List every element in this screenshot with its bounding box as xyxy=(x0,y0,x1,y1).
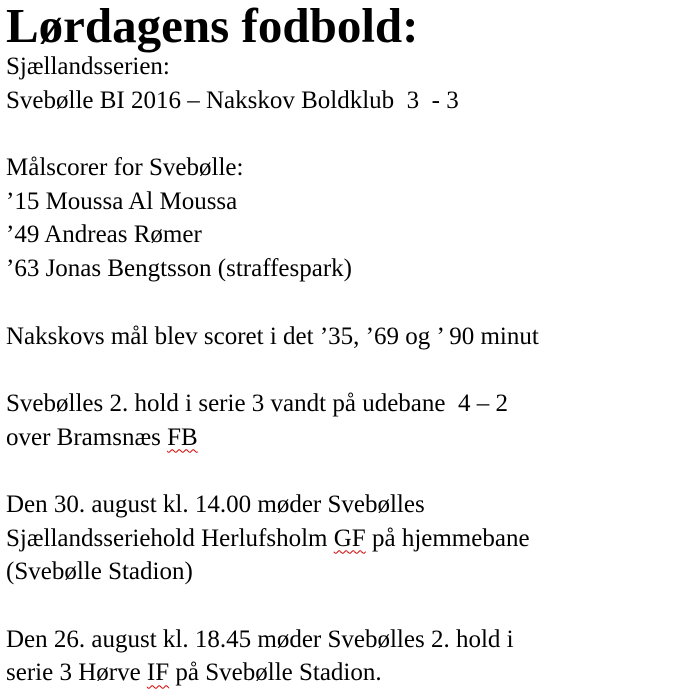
spellcheck-flagged-word[interactable]: GF xyxy=(333,524,366,552)
upcoming-match-2-line-2 xyxy=(6,656,680,690)
scorer-line: ’63 Jonas Bengtsson (straffespark) xyxy=(6,255,352,283)
series-label: Sjællandsserien: xyxy=(6,53,170,80)
text-segment: på hjemmebane xyxy=(365,524,530,552)
page-title: Lørdagens fodbold: xyxy=(6,0,419,53)
second-team-result: Svebølles 2. hold i serie 3 vandt på udebane 4 – 2 xyxy=(6,389,508,417)
blank-line xyxy=(6,117,680,151)
blank-line xyxy=(6,286,680,320)
text-segment: Sjællandsseriehold Herlufsholm xyxy=(6,524,334,552)
second-team-opponent xyxy=(6,421,680,455)
document-page xyxy=(6,0,680,697)
blank-line xyxy=(6,353,680,387)
blank-line xyxy=(6,589,680,623)
blank-line xyxy=(6,454,680,488)
text-segment: serie 3 Hørve xyxy=(6,659,147,687)
upcoming-match-1-line-1: Den 30. august kl. 14.00 møder Svebølles xyxy=(6,490,425,518)
scorer-line: ’15 Moussa Al Moussa xyxy=(6,187,238,215)
upcoming-match-1-line-2 xyxy=(6,522,680,556)
scorer-line: ’49 Andreas Rømer xyxy=(6,221,202,249)
upcoming-match-2-line-1: Den 26. august kl. 18.45 møder Svebølles 2. hold i xyxy=(6,625,514,653)
match-result: Svebølle BI 2016 – Nakskov Boldklub 3 - 3 xyxy=(6,86,459,114)
nakskov-goals: Nakskovs mål blev scoret i det ’35, ’69 og ’ 90 minut xyxy=(6,322,539,350)
spellcheck-flagged-word[interactable]: FB xyxy=(167,423,198,451)
upcoming-match-1-line-3: (Svebølle Stadion) xyxy=(6,558,193,586)
spellcheck-flagged-word[interactable]: IF xyxy=(146,659,170,687)
text-segment: på Svebølle Stadion. xyxy=(169,659,382,687)
scorers-heading: Målscorer for Svebølle: xyxy=(6,154,244,182)
text-segment: over Bramsnæs xyxy=(6,423,168,451)
